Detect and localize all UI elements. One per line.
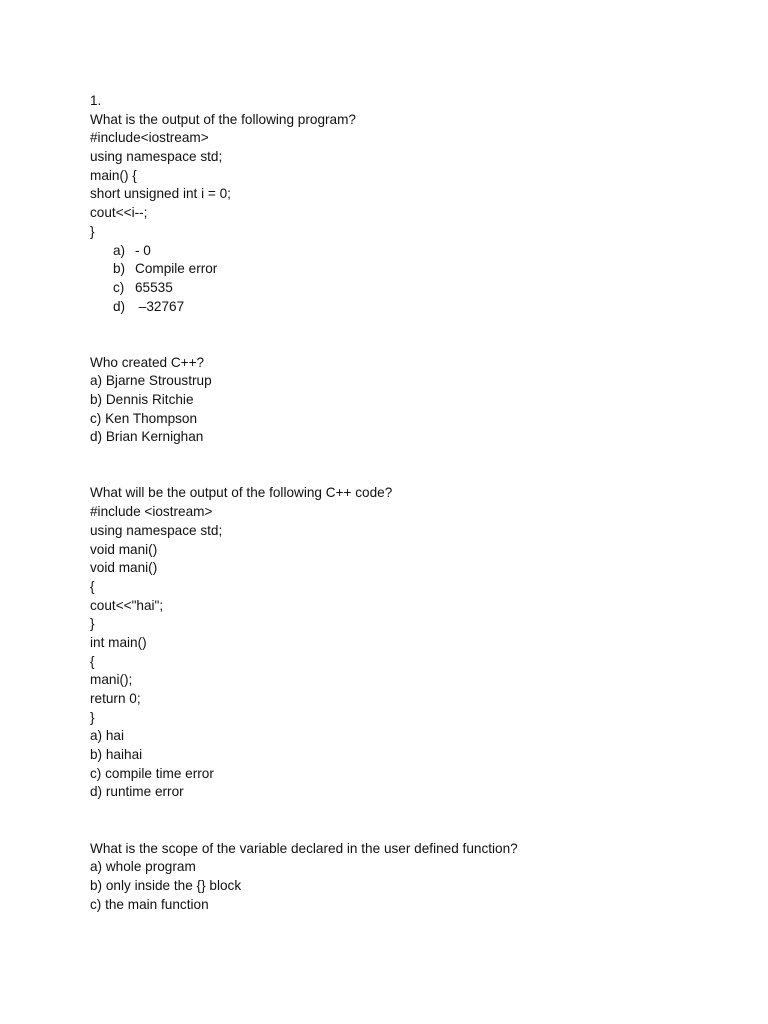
question-text: What is the output of the following program? (90, 111, 356, 127)
question-text: What will be the output of the following C++ code? (90, 485, 393, 501)
answer-option: b) Dennis Ritchie (90, 392, 194, 408)
question-number: 1. (90, 93, 102, 108)
answer-option: d) runtime error (90, 784, 184, 800)
code-line: main() { (90, 167, 137, 183)
code-line: { (90, 653, 95, 669)
code-line: } (90, 709, 95, 725)
option-text: - 0 (135, 242, 151, 258)
answer-option: d) Brian Kernighan (90, 429, 204, 445)
code-line: using namespace std; (90, 149, 223, 165)
option-marker: b) (113, 261, 126, 277)
code-line: { (90, 578, 95, 594)
answer-option: a) Bjarne Stroustrup (90, 373, 212, 389)
answer-option: c) compile time error (90, 765, 214, 781)
answer-option (90, 242, 730, 261)
option-marker: a) (113, 242, 126, 258)
answer-option: b) only inside the {} block (90, 877, 242, 893)
spacer (90, 447, 730, 484)
option-marker: c) (113, 279, 125, 295)
code-line: using namespace std; (90, 522, 223, 538)
code-line: mani(); (90, 672, 133, 688)
answer-option: c) Ken Thompson (90, 410, 198, 426)
code-line: short unsigned int i = 0; (90, 186, 231, 202)
answer-option: b) haihai (90, 747, 143, 763)
code-line: #include<iostream> (90, 130, 209, 146)
option-text: –32767 (135, 298, 185, 314)
code-block (90, 129, 730, 241)
option-text: Compile error (135, 261, 218, 277)
code-line: } (90, 616, 95, 632)
question-text: What is the scope of the variable declared in the user defined function? (90, 840, 518, 856)
question-text: Who created C++? (90, 354, 205, 370)
option-marker: d) (113, 298, 126, 314)
answer-option: c) the main function (90, 896, 209, 912)
code-line: cout<<i--; (90, 205, 148, 221)
answer-option (90, 260, 730, 279)
answer-option: a) whole program (90, 859, 196, 875)
code-block (90, 503, 730, 727)
answer-option (90, 298, 730, 317)
answer-option (90, 279, 730, 298)
code-line: #include <iostream> (90, 504, 213, 520)
question-3 (90, 484, 730, 802)
spacer (90, 316, 730, 353)
question-1 (90, 92, 730, 316)
question-2 (90, 354, 730, 447)
code-line: cout<<"hai"; (90, 597, 164, 613)
code-line: void mani() (90, 541, 158, 557)
answer-option: a) hai (90, 728, 125, 744)
code-line: void mani() (90, 560, 158, 576)
option-text: 65535 (135, 279, 173, 295)
code-line: return 0; (90, 691, 141, 707)
question-4 (90, 840, 730, 915)
code-line: int main() (90, 634, 147, 650)
code-line: } (90, 223, 95, 239)
spacer (90, 802, 730, 839)
answer-options (90, 242, 730, 317)
document-page (90, 92, 730, 914)
